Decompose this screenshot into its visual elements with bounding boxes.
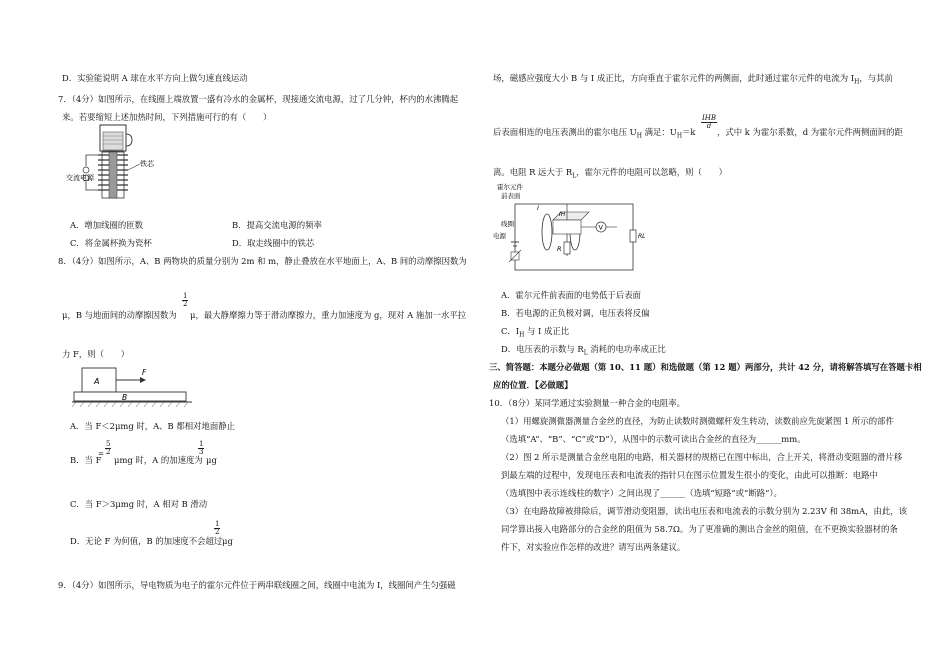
q10-part2-line2: 到最左端的过程中，发现电压表和电流表的指针只在图示位置发生很小的变化，由此可以推断：电路中 <box>501 470 878 480</box>
q9-stem-line1: 9．（4分）如图所示，导电物质为电子的霍尔元件位于两串联线圈之间，线圈中电流为 I，线圈间产生匀强磁 <box>58 580 456 590</box>
block-b-label: B <box>122 393 128 402</box>
section3-heading-line2: 应的位置．【必做题】 <box>493 380 573 390</box>
q8-stem-line2-b: μ，最大静摩擦力等于滑动摩擦力，重力加速度为 g，现对 A 施加一水平拉 <box>190 310 467 320</box>
q8-option-a: A．当 F＜2μmg 时，A、B 都相对地面静止 <box>70 421 235 431</box>
current-ih-label: IH <box>559 211 566 218</box>
q9-option-b: B．若电源的正负极对调，电压表将反偏 <box>501 308 650 318</box>
q9-option-a: A．霍尔元件前表面的电势低于后表面 <box>501 290 642 300</box>
q10-part3-line3: 件下，对实验应作怎样的改进？请写出两条建议。 <box>501 542 686 552</box>
q9-stem-line2: 场，磁感应强度大小 B 与 I 成正比，方向垂直于霍尔元件的两侧面，此时通过霍尔元件的电流为 $I_H$，与其前 <box>493 73 893 86</box>
q9-fraction: IHB d <box>702 114 717 130</box>
q9-option-c: C．$I_H$ 与 I 成正比 <box>501 326 570 339</box>
q10-part2-line1: （2）图 2 所示是测量合金丝电阻的电路，相关器材的规格已在图中标出，合上开关，将滑动变阻器的滑片移 <box>501 452 903 462</box>
q8-stem-line1: 8．（4分）如图所示，A、B 两物块的质量分别为 2m 和 m，静止叠放在水平地面上，A、B 间的动摩擦因数为 <box>58 256 467 266</box>
q8-fraction-half-d: $\frac{1}{2}$ <box>215 520 220 536</box>
q9-stem-line3-d: ，式中 k 为霍尔系数，d 为霍尔元件两侧面间的距 <box>717 127 903 137</box>
q10-part3-line1: （3）在电路故障被排除后，调节滑动变阻器，读出电压表和电流表的示数分别为 2.23V 和 38mA，由此，该 <box>501 506 908 516</box>
voltmeter-label: V <box>598 223 603 232</box>
coil-label: 线圈 <box>501 220 514 228</box>
front-surface-label: 前表面 <box>501 192 521 200</box>
q10-part3-line2: 同学算出接入电路部分的合金丝的阻值为 58.7Ω。为了更准确的测出合金丝的阻值，在不更换实验器材的条 <box>501 524 898 534</box>
q8-option-d-b: μg <box>222 536 233 546</box>
q7-stem-line2: 来。若要缩短上述加热时间，下列措施可行的有（ ） <box>62 112 272 122</box>
q9-stem-line3: 后表面相连的电压表测出的霍尔电压 $U_H$ 满足：$U_H=k$ <box>493 127 696 140</box>
q8-option-b-c: μg <box>206 455 217 465</box>
power-label: 电源 <box>493 232 506 240</box>
iron-core-label: 铁芯 <box>140 160 154 168</box>
q7-option-a: A．增加线圈的匝数 <box>70 220 144 230</box>
q8-fraction-half: $\frac{1}{2}$ <box>183 292 188 308</box>
q8-option-b-b: μmg 时，A 的加速度为 <box>114 455 203 465</box>
q8-option-c: C．当 F＞3μmg 时，A 相对 B 滑动 <box>70 499 208 509</box>
hall-element-label: 霍尔元件 <box>497 183 523 191</box>
section3-heading-line1: 三、简答题：本题分必做题（第 10、11 题）和选做题（第 12 题）两部分，共计 42 分，请将解答填写在答题卡相 <box>489 362 922 372</box>
q10-part1-line1: （1）用螺旋测微器测量合金丝的直径，为防止读数时测微螺杆发生转动，读数前应先旋紧图 1 所示的部件 <box>501 416 894 426</box>
q6-option-d: D．实验能说明 A 球在水平方向上做匀速直线运动 <box>62 73 248 83</box>
left-column: D．实验能说明 A 球在水平方向上做匀速直线运动 7．（4分）如图所示，在线圈上端放置一盛有冷水的金属杯，现接通交流电源，过了几分钟，杯内的水沸腾起 来。若要缩短上述加热时间，下列措施可行的有（ ） 交流电源 铁芯 A．增加线圈的匝数 B．提高交流电源的频率 C．将金属杯换为瓷杯 D．取走线圈中的铁芯 8．（4分）如图所示，A、B 两物块的质量分别为 2m 和 m，静止叠放在水平地面上，A、B 间的动摩擦因数为 μ，B 与地面间的动摩擦因数为 $\frac{1}{2}$ μ，最大静摩擦力等于滑动摩擦力，重力加速度为 g，现对 A 施加一水平拉 力 F，则（ ） A F B A．当 F＜2μmg 时，A、B 都相对地面静止 B．当 F = $\frac{5}{2}$ μmg 时，A 的加速度为 $\frac{1}{3}$ μg C．当 F＞3μmg 时，A 相对 B 滑动 D．无论 F 为何值，B 的加速度不会超过 $\frac{1}{2}$ μg 9．（4分）如图所示，导电物质为电子的霍尔元件位于两串联线圈之间，线圈中电流为 I，线圈间产生匀强磁 <box>58 73 467 590</box>
q7-stem-line1: 7．（4分）如图所示，在线圈上端放置一盛有冷水的金属杯，现接通交流电源，过了几分钟，杯内的水沸腾起 <box>58 94 459 104</box>
q9-hall-circuit-figure <box>493 180 646 276</box>
q10-stem: 10．（8分）某同学通过实验测量一种合金的电阻率。 <box>489 398 686 408</box>
q7-option-b: B．提高交流电源的频率 <box>232 220 322 230</box>
q8-option-b-a: B．当 F <box>70 455 102 465</box>
q7-option-d: D．取走线圈中的铁芯 <box>232 238 315 248</box>
q9-option-d: D．电压表的示数与 $R_L$ 消耗的电功率成正比 <box>501 344 666 357</box>
q8-blocks-figure <box>72 364 192 410</box>
q8-fraction-5-2: $\frac{5}{2}$ <box>106 440 111 456</box>
q9-stem-line4: 离。电阻 R 远大于 $R_L$，霍尔元件的电阻可以忽略，则（ ） <box>493 167 727 180</box>
current-i-label: I <box>537 204 539 212</box>
ac-source-label: 交流电源 <box>66 174 94 182</box>
q10-part1-line2: （选填“A”、“B”、“C”或“D”），从图中的示数可读出合金丝的直径为______mm。 <box>501 434 806 444</box>
q7-option-c: C．将金属杯换为瓷杯 <box>70 238 152 248</box>
q10-part2-line3: （选填图中表示连线柱的数字）之间出现了______（选填“短路”或“断路”）。 <box>501 488 782 498</box>
right-column <box>489 0 933 671</box>
resistor-r-label: R <box>557 245 562 253</box>
q7-coil-figure <box>66 122 176 202</box>
q8-fraction-1-3: $\frac{1}{3}$ <box>199 440 204 456</box>
q8-stem-line3: 力 F，则（ ） <box>62 349 130 359</box>
resistor-rl-label: RL <box>638 233 646 240</box>
q8-stem-line2-a: μ，B 与地面间的动摩擦因数为 <box>62 310 177 320</box>
q8-option-d-a: D．无论 F 为何值，B 的加速度不会超过 <box>70 536 223 546</box>
force-f-label: F <box>142 368 147 377</box>
block-a-label: A <box>94 377 100 386</box>
